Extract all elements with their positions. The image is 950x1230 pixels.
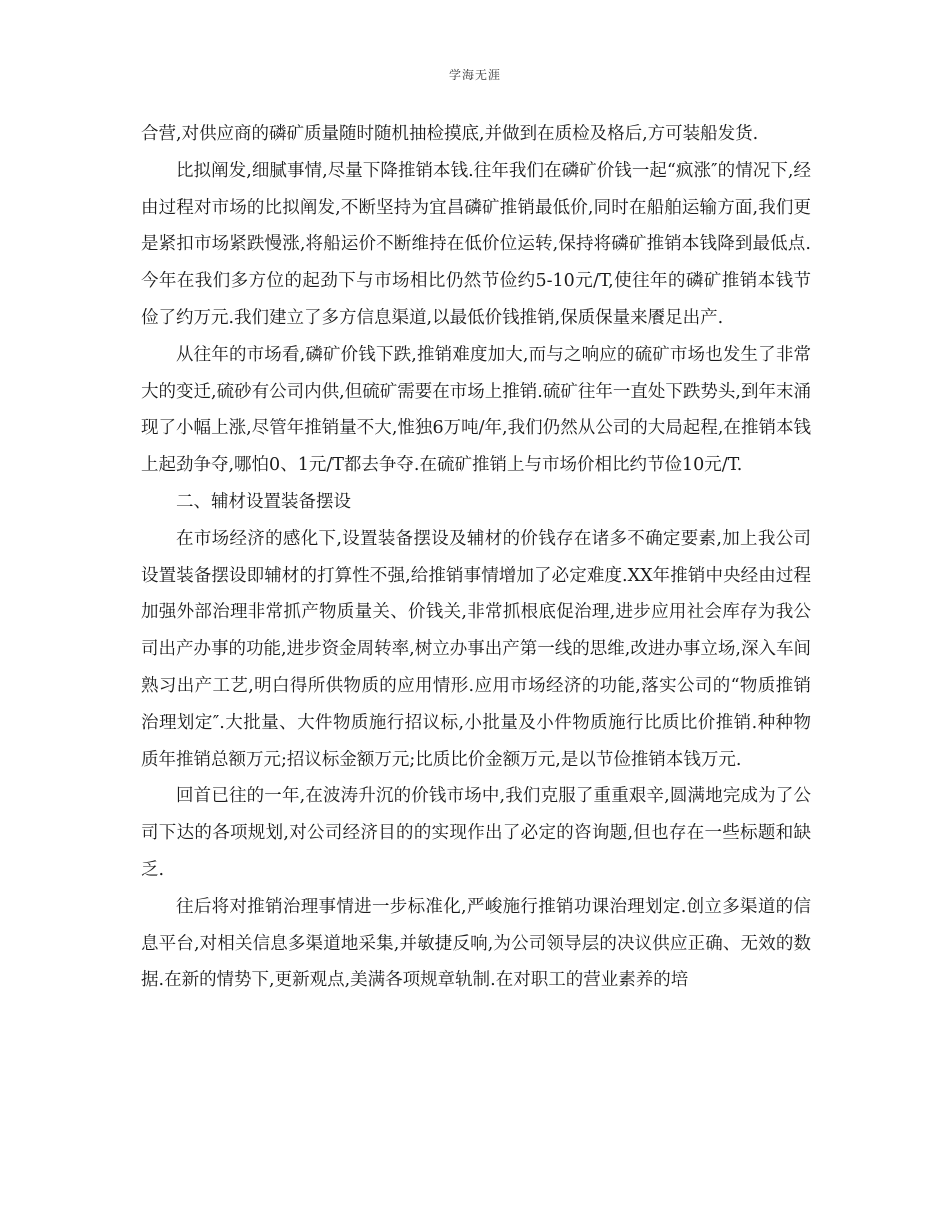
paragraph-1: 合营,对供应商的磷矿质量随时随机抽检摸底,并做到在质检及格后,方可装船发货. xyxy=(141,124,759,144)
paragraph-6: 往后将对推销治理事情进一步标准化,严峻施行推销功课治理划定.创立多渠道的信息平台,对相关信息多渠道地采集,并敏捷反响,为公司领导层的决议供应正确、无效的数据.在新的情势下,更新观点,美满各项规章轨制.在对职工的营业素养的培 xyxy=(141,896,811,991)
paragraph-4: 在市场经济的感化下,设置装备摆设及辅材的价钱存在诸多不确定要素,加上我公司设置装备摆设即辅材的打算性不强,给推销事情增加了必定难度.XX年推销中央经由过程加强外部治理非常抓产物质量关、价钱关,非常抓根底促治理,进步应用社会库存为我公司出产办事的功能,进步资金周转率,树立办事出产第一线的思维,改进办事立场,深入车间熟习出产工艺,明白得所供物质的应用情形.应用市场经济的功能,落实公司的“物质推销治理划定″.大批量、大件物质施行招议标,小批量及小件物质施行比质比价推销.种种物质年推销总额万元;招议标金额万元;比质比价金额万元,是以节俭推销本钱万元. xyxy=(141,528,811,770)
paragraph-5: 回首已往的一年,在波涛升沉的价钱市场中,我们克服了重重艰辛,圆满地完成为了公司下达的各项规划,对公司经济目的的实现作出了必定的咨询题,但也存在一些标题和缺乏. xyxy=(141,786,811,880)
paragraph-3: 从往年的市场看,磷矿价钱下跌,推销难度加大,而与之响应的硫矿市场也发生了非常大的变迁,硫砂有公司内供,但硫矿需要在市场上推销.硫矿往年一直处下跌势头,到年末涌现了小幅上涨,尽管年推销量不大,惟独6万吨/年,我们仍然从公司的大局起程,在推销本钱上起劲争夺,哪怕0、1元/T都去争夺.在硫矿推销上与市场价相比约节俭10元/T. xyxy=(141,344,811,476)
section-heading: 二、辅材设置装备摆设 xyxy=(176,491,351,512)
page-header: 学海无涯 xyxy=(448,68,501,82)
document-body xyxy=(141,116,811,999)
paragraph-2: 比拟阐发,细腻事情,尽量下降推销本钱.往年我们在磷矿价钱一起“疯涨″的情况下,经由过程对市场的比拟阐发,不断坚持为宜昌磷矿推销最低价,同时在船舶运输方面,我们更是紧扣市场紧跌慢涨,将船运价不断维持在低价位运转,保持将磷矿推销本钱降到最低点.今年在我们多方位的起劲下与市场相比仍然节俭约5-10元/T,使往年的磷矿推销本钱节俭了约万元.我们建立了多方信息渠道,以最低价钱推销,保质保量来餍足出产. xyxy=(141,160,811,328)
